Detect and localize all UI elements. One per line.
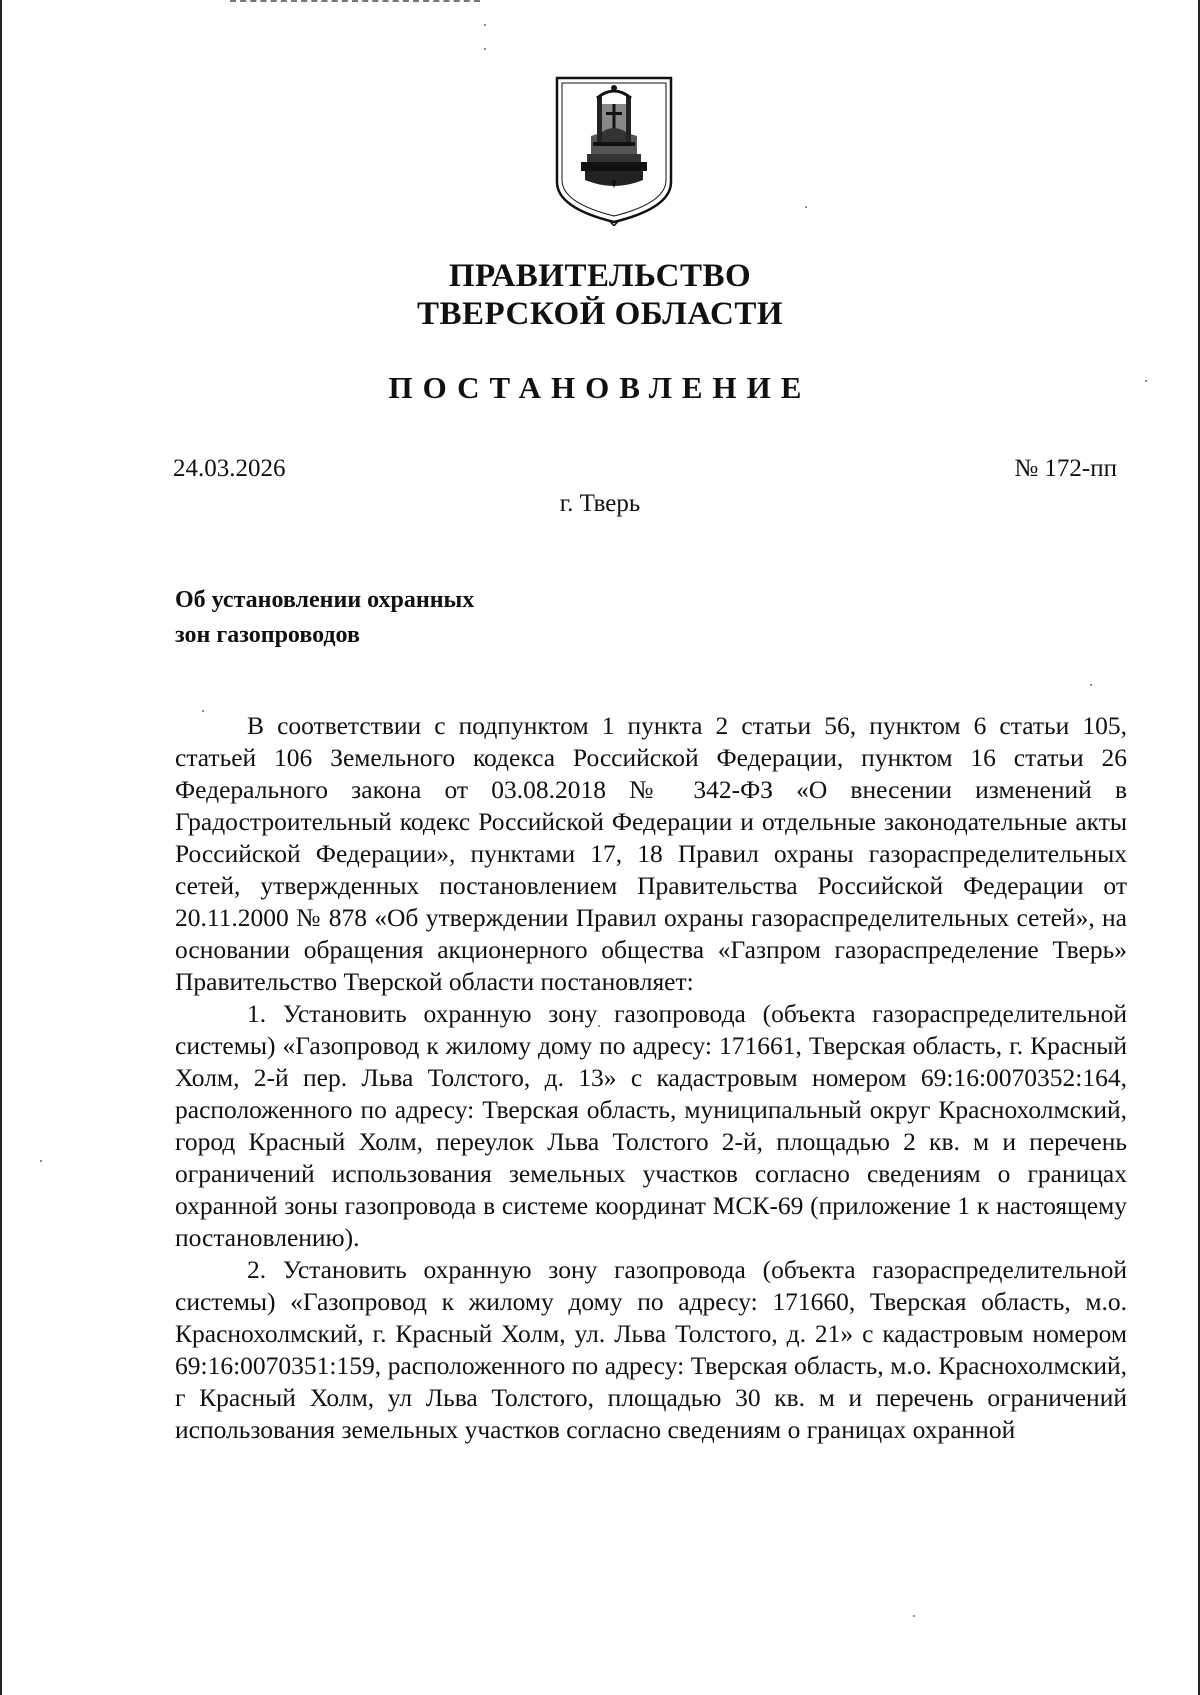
scan-speck [913,1615,915,1617]
government-name-line2: ТВЕРСКОЙ ОБЛАСТИ [416,296,784,332]
scan-speck [805,206,807,208]
document-body [175,710,1127,1446]
scan-speck [40,1160,42,1162]
scan-speck [1090,684,1092,686]
subject-line: зон газопроводов [175,622,360,648]
scan-speck [484,48,486,50]
document-type-title: ПОСТАНОВЛЕНИЕ [388,370,812,405]
scan-speck [484,24,486,26]
document-date: 24.03.2026 [173,455,286,482]
document-city: г. Тверь [559,490,641,517]
body-paragraph-preamble: В соответствии с подпунктом 1 пункта 2 статьи 56, пунктом 6 статьи 105, статьей 106 Земельного кодекса Российской Федерации, пунктом 16 статьи 26 Федерального закона от 03.08.2018 № 342-ФЗ «О внесении изменений в Градостроительный кодекс Российской Федерации и отдельные законодательные акты Российской Федерации», пунктами 17, 18 Правил охраны газораспределительных сетей, утвержденных постановлением Правительства Российской Федерации от 20.11.2000 № 878 «Об утверждении Правил охраны газораспределительных сетей», на основании обращения акционерного общества «Газпром газораспределение Тверь» Правительство Тверской области постановляет: [175,711,1127,996]
document-number: № 172-пп [1014,455,1117,482]
scan-border-left [0,0,2,1695]
government-name-line1: ПРАВИТЕЛЬСТВО [448,258,752,294]
tver-coat-of-arms-icon [553,74,675,226]
document-subject [175,583,474,653]
body-paragraph-item-2: 2. Установить охранную зону газопровода (объекта газораспределительной системы) «Газопровод к жилому дому по адресу: 171660, Тверская область, м.о. Краснохолмский, г. Красный Холм, ул. Льва Толстого, д. 21» с кадастровым номером 69:16:0070351:159, расположенного по адресу: Тверская область, м.о. Краснохолмский, г Красный Холм, ул Льва Толстого, площадью 30 кв. м и перечень ограничений использования земельных участков согласно сведениям о границах охранной [175,1255,1127,1444]
subject-line: Об установлении охранных [175,587,475,613]
body-paragraph-item-1: 1. Установить охранную зону газопровода (объекта газораспределительной системы) «Газопровод к жилому дому по адресу: 171661, Тверская область, г. Красный Холм, 2-й пер. Льва Толстого, д. 13» с кадастровым номером 69:16:0070352:164, расположенного по адресу: Тверская область, муниципальный округ Краснохолмский, город Красный Холм, переулок Льва Толстого 2-й, площадью 2 кв. м и перечень ограничений использования земельных участков согласно сведениям о границах охранной зоны газопровода в системе координат МСК-69 (приложение 1 к настоящему постановлению). [175,999,1127,1252]
scan-artifact-top [230,0,480,4]
